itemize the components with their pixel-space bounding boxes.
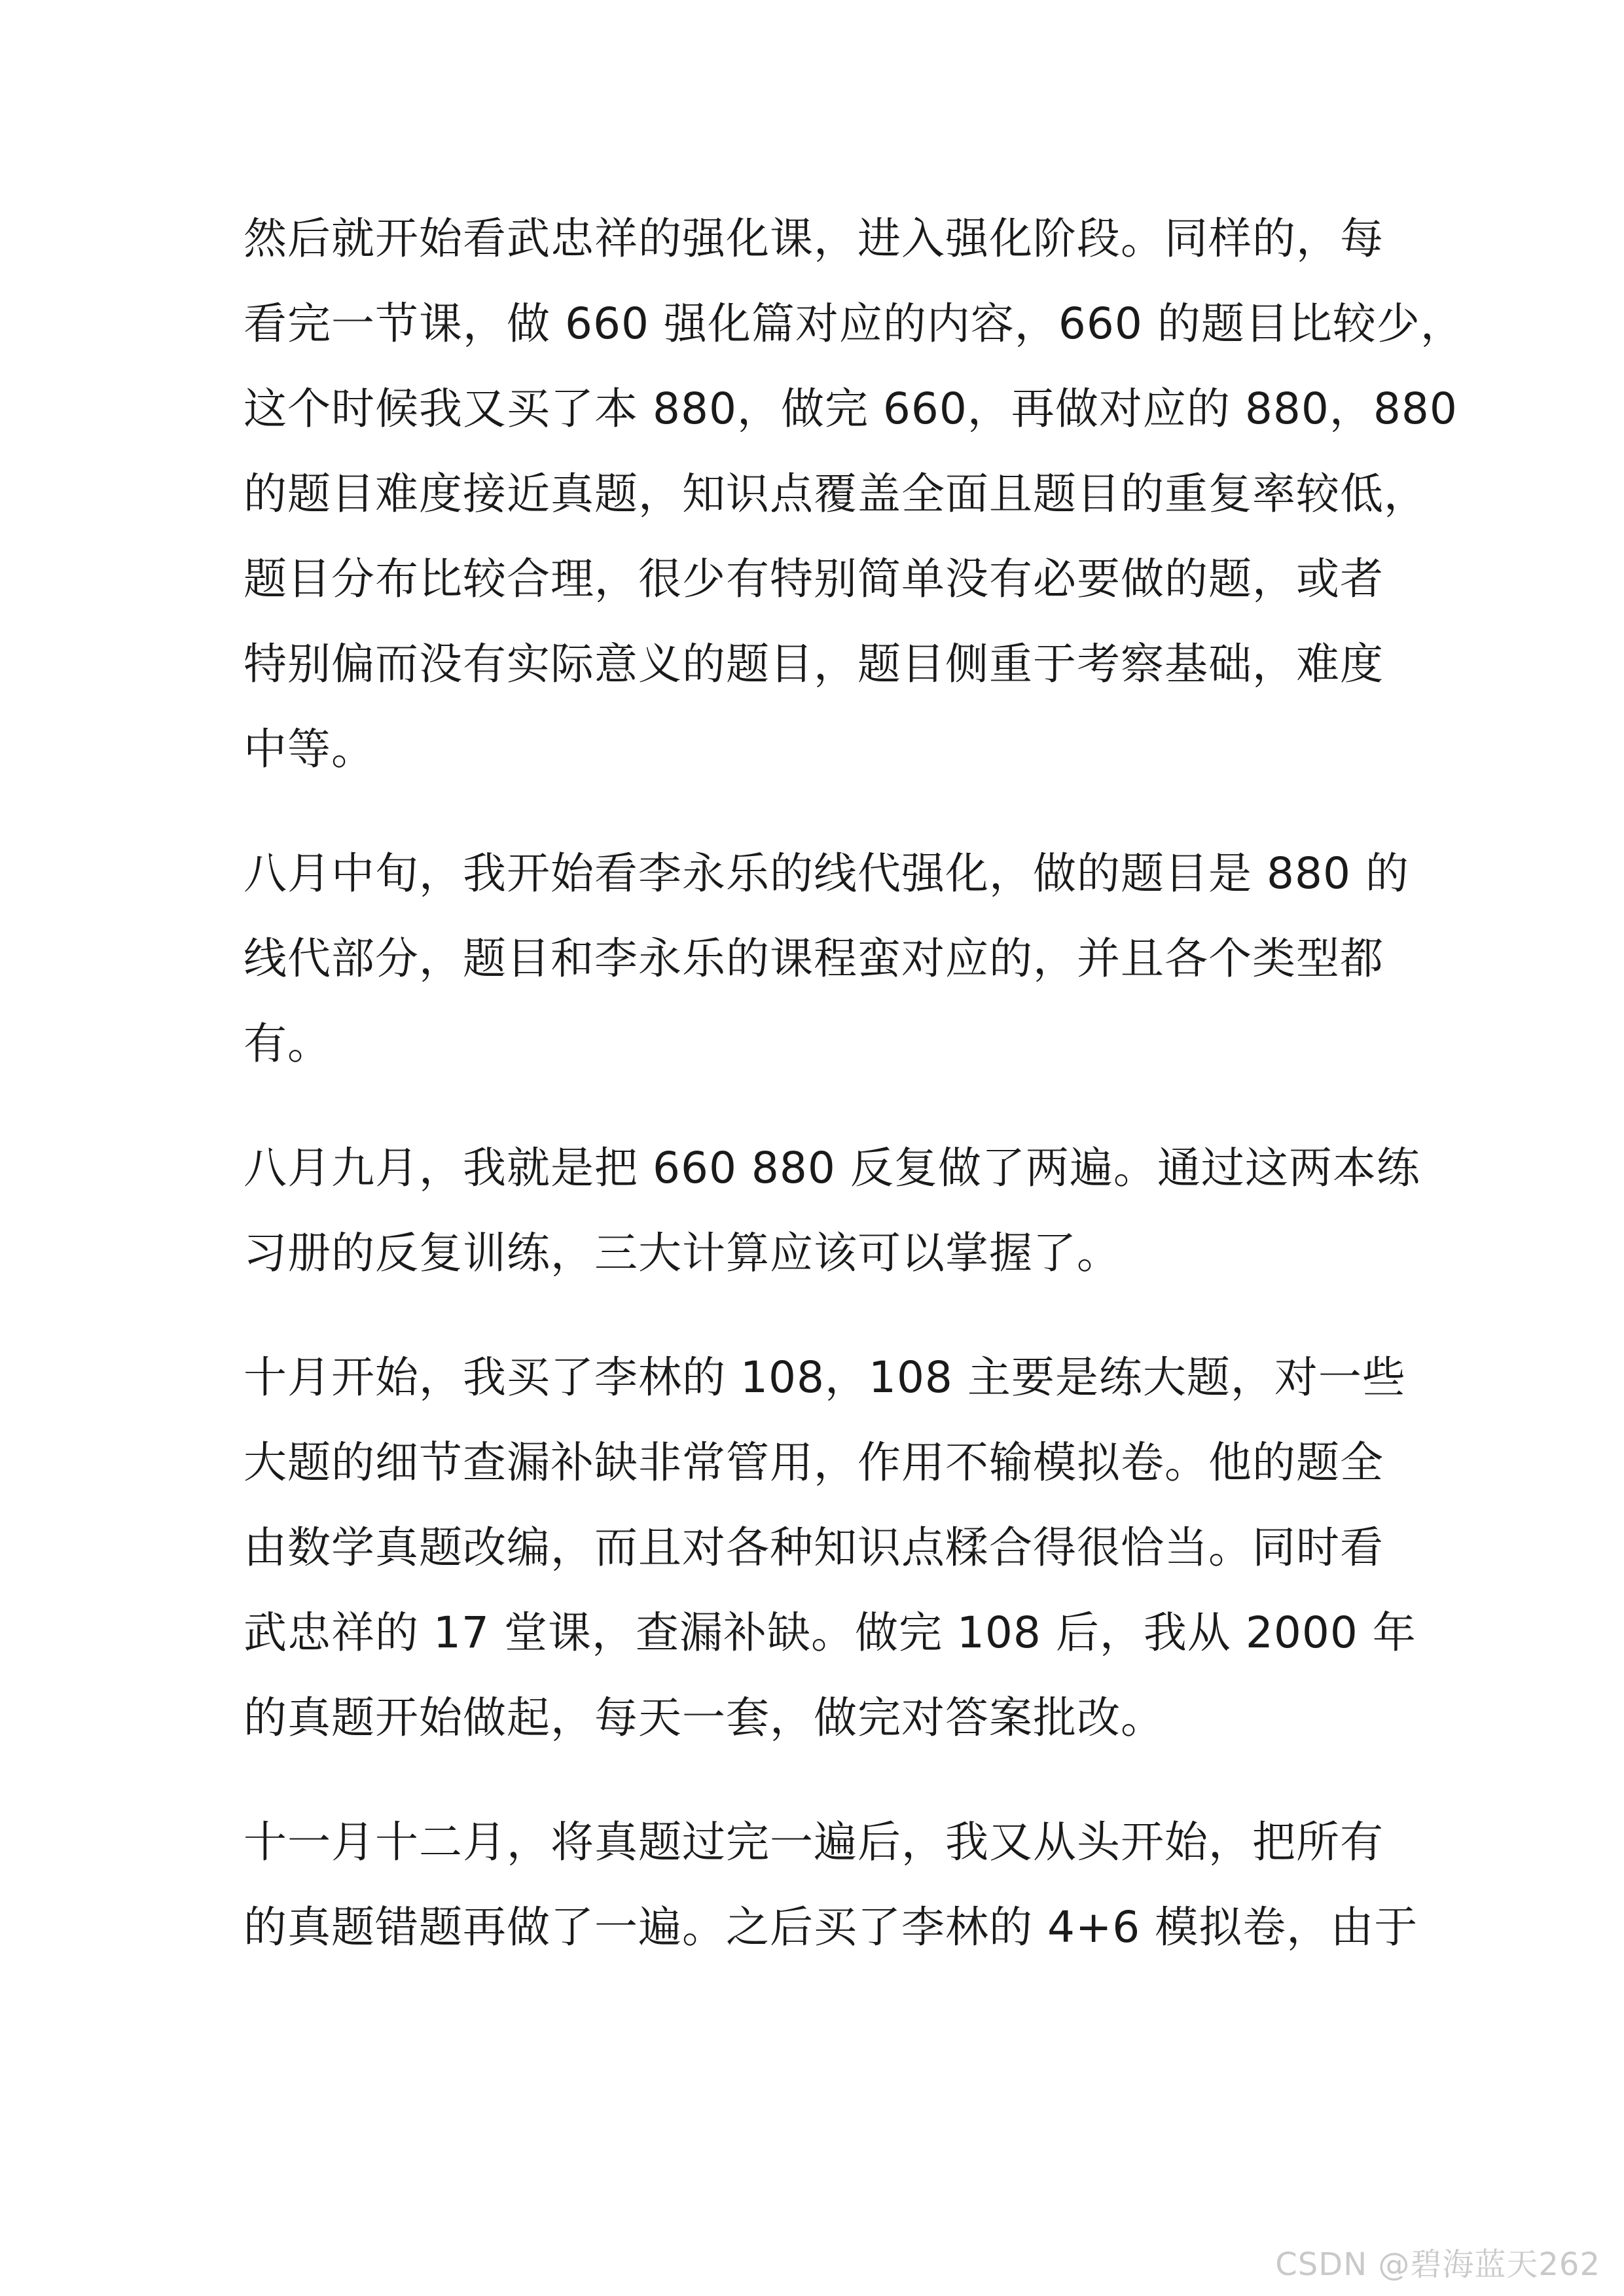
text-line: 线代部分，题目和李永乐的课程蛮对应的，并且各个类型都 xyxy=(244,933,1384,984)
text-line: 这个时候我又买了本 880，做完 660，再做对应的 880，880 xyxy=(244,384,1458,434)
text-line: 十月开始，我买了李林的 108，108 主要是练大题，对一些 xyxy=(244,1352,1406,1403)
paragraph-mid-august xyxy=(244,831,1409,1086)
text-line: 的真题开始做起，每天一套，做完对答案批改。 xyxy=(244,1693,1164,1743)
paragraph-strengthening-phase xyxy=(244,196,1464,792)
paragraph-november-december xyxy=(244,1800,1418,1970)
text-line: 八月中旬，我开始看李永乐的线代强化，做的题目是 880 的 xyxy=(244,848,1409,899)
text-line: 的真题错题再做了一遍。之后买了李林的 4+6 模拟卷，由于 xyxy=(244,1902,1418,1952)
paragraph-august-september xyxy=(244,1126,1420,1296)
text-line: 十一月十二月，将真题过完一遍后，我又从头开始，把所有 xyxy=(244,1817,1384,1867)
text-line: 有。 xyxy=(244,1018,331,1069)
text-line: 八月九月，我就是把 660 880 反复做了两遍。通过这两本练 xyxy=(244,1143,1420,1193)
text-line: 武忠祥的 17 堂课，查漏补缺。做完 108 后，我从 2000 年 xyxy=(244,1607,1416,1658)
text-line: 中等。 xyxy=(244,724,375,774)
csdn-watermark: CSDN @碧海蓝天262 xyxy=(1275,2246,1600,2283)
text-line: 习册的反复训练，三大计算应该可以掌握了。 xyxy=(244,1228,1121,1278)
text-line: 然后就开始看武忠祥的强化课，进入强化阶段。同样的，每 xyxy=(244,213,1384,264)
text-line: 题目分布比较合理，很少有特别简单没有必要做的题，或者 xyxy=(244,554,1384,604)
document-body xyxy=(244,196,1464,2009)
text-line: 大题的细节查漏补缺非常管用，作用不输模拟卷。他的题全 xyxy=(244,1437,1384,1488)
text-line: 的题目难度接近真题，知识点覆盖全面且题目的重复率较低， xyxy=(244,469,1428,519)
text-line: 特别偏而没有实际意义的题目，题目侧重于考察基础，难度 xyxy=(244,639,1384,689)
text-line: 看完一节课，做 660 强化篇对应的内容，660 的题目比较少， xyxy=(244,298,1464,349)
text-line: 由数学真题改编，而且对各种知识点糅合得很恰当。同时看 xyxy=(244,1522,1384,1573)
paragraph-october xyxy=(244,1335,1416,1761)
